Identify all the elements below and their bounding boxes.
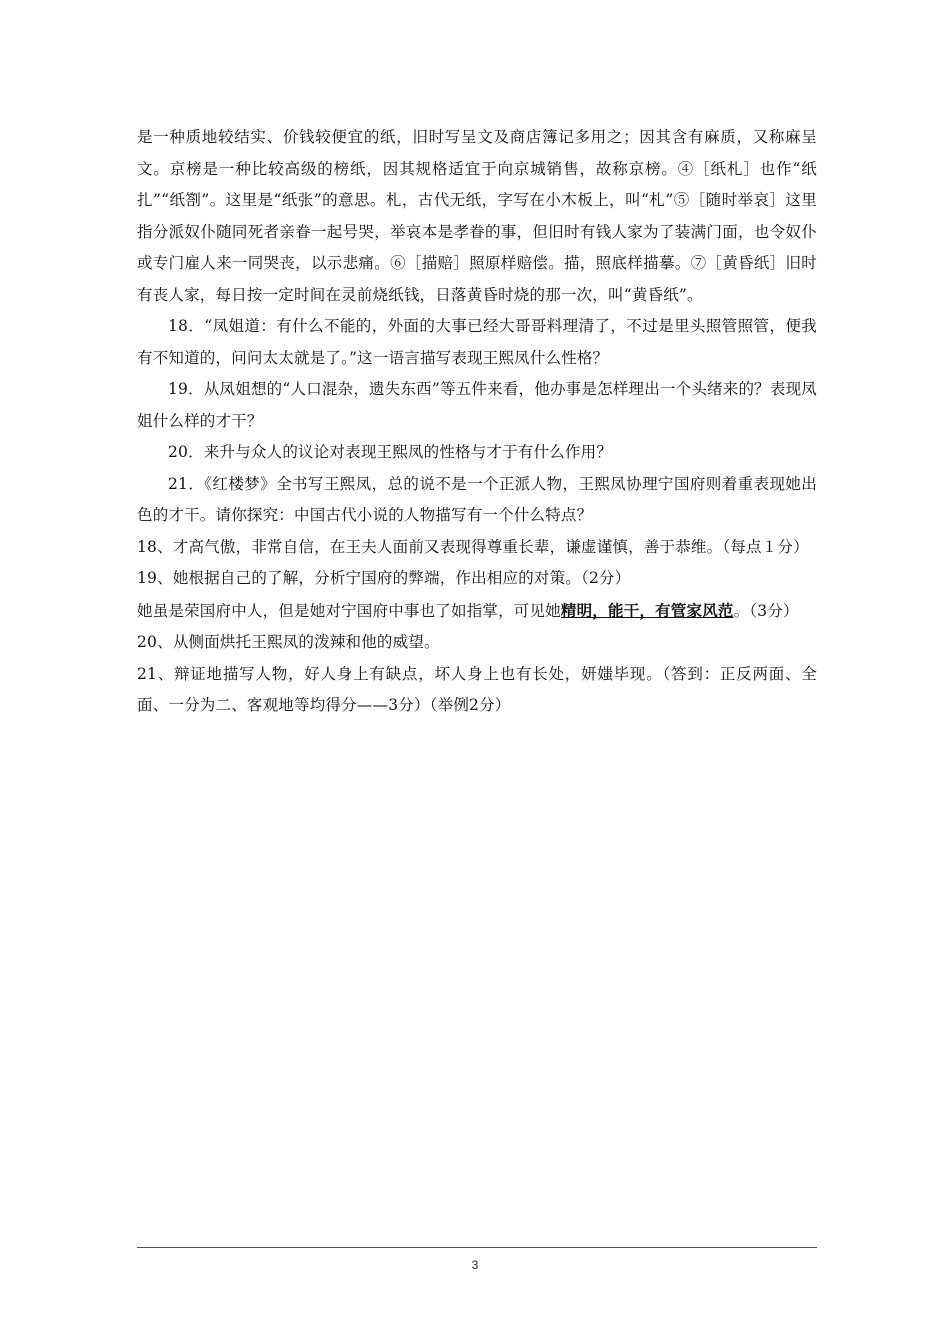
answer-18: 18、才高气傲，非常自信，在王夫人面前又表现得尊重长辈，谦虚谨慎，善于恭维。（每点１分） [137,537,809,556]
annotation-paragraph: 是一种质地较结实、价钱较便宜的纸，旧时写呈文及商店簿记多用之；因其含有麻质，又称麻呈文。京榜是一种比较高级的榜纸，因其规格适宜于向京城销售，故称京榜。④［纸札］也作“纸扎”“纸劄”。这里是“纸张”的意思。札，古代无纸，字写在小木板上，叫“札”⑤［随时举哀］这里指分派奴仆随同死者亲眷一起号哭，举哀本是孝眷的事，但旧时有钱人家为了装满门面，也令奴仆或专门雇人来一同哭丧，以示悲痛。⑥［描赔］照原样赔偿。描，照底样描摹。⑦［黄昏纸］旧时有丧人家，每日按一定时间在灵前烧纸钱，日落黄昏时烧的那一次，叫“黄昏纸”。 [137,128,817,304]
body-text [137,122,817,722]
footer-divider [137,1247,817,1248]
answer-20: 20、从侧面烘托王熙凤的泼辣和他的威望。 [137,633,440,651]
answer-21: 21、辩证地描写人物，好人身上有缺点，坏人身上也有长处，妍媸毕现。（答到：正反两面、全面、一分为二、客观地等均得分——3分）（举例2分） [137,664,817,714]
answer-19-score: 。（3分） [733,601,799,620]
question-19: 19．从凤姐想的“人口混杂，遗失东西”等五件来看，他办事是怎样理出一个头绪来的？表现凤姐什么样的才干？ [137,380,817,430]
answer-19-text: 她虽是荣国府中人，但是她对宁国府中事也了如指掌，可见她 [137,601,561,620]
answer-19: 19、她根据自己的了解，分析宁国府的弊端，作出相应的对策。（2分） [137,569,631,587]
answer-19-highlight: 精明，能干，有管家风范 [560,600,734,620]
question-20: 20．来升与众人的议论对表现王熙凤的性格与才于有什么作用？ [168,443,613,461]
question-21: 21．《红楼梦》全书写王熙凤，总的说不是一个正派人物，王熙凤协理宁国府则着重表现她出色的才干。请你探究：中国古代小说的人物描写有一个什么特点？ [137,474,817,524]
question-18: 18．“凤姐道：有什么不能的，外面的大事已经大哥哥料理清了，不过是里头照管照管，便我有不知道的，问问太太就是了。”这一语言描写表现王熙凤什么性格？ [137,317,817,367]
answer-19-explanation [137,595,817,628]
page-number: 3 [471,1258,479,1272]
